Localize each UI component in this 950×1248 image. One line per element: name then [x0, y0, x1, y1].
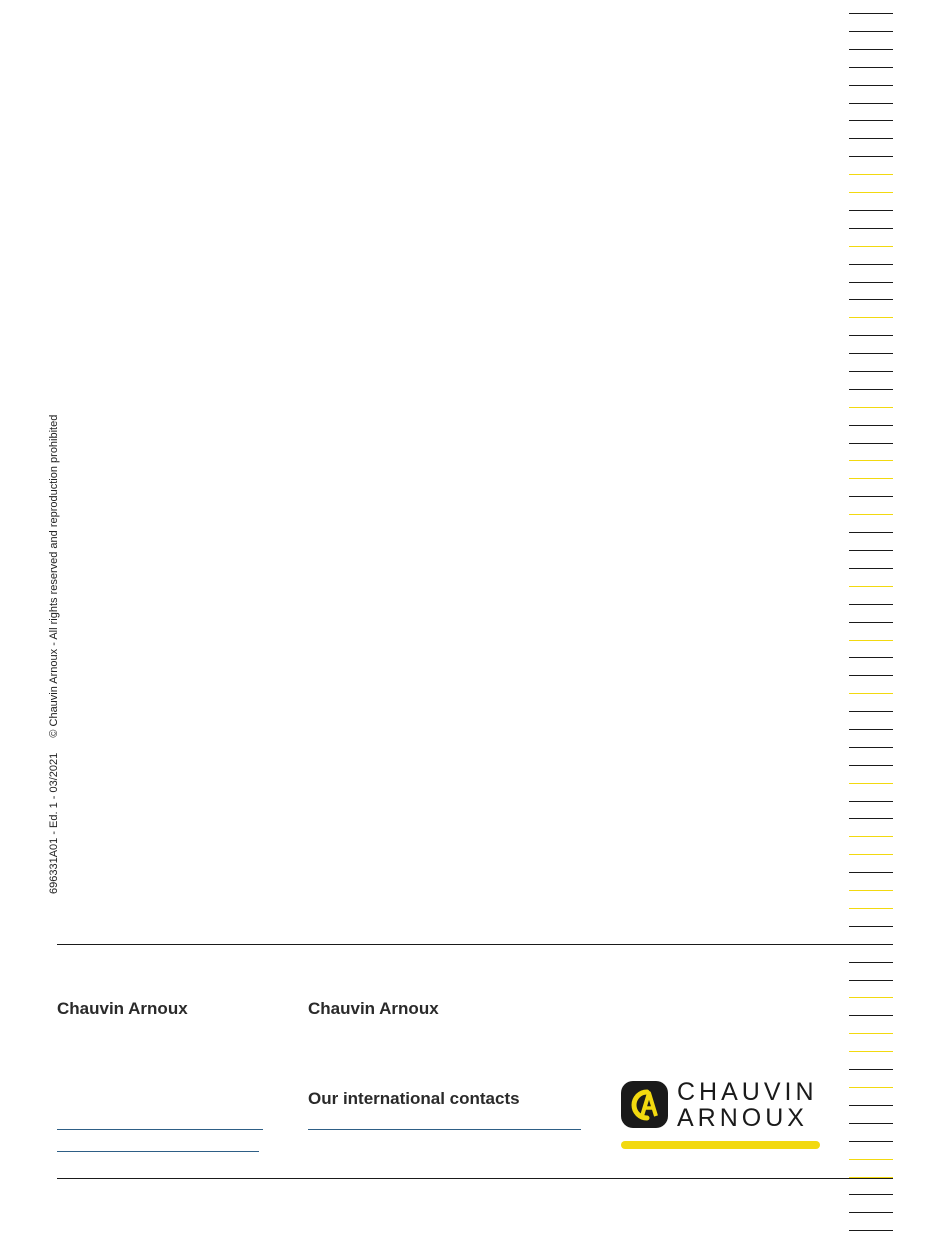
margin-rule-line: [849, 335, 893, 336]
link-underline-left-2[interactable]: [57, 1151, 259, 1152]
margin-rule-line: [849, 192, 893, 193]
margin-rule-line: [849, 711, 893, 712]
margin-rule-line: [849, 1015, 893, 1016]
margin-rule-line: [849, 496, 893, 497]
margin-rule-line: [849, 747, 893, 748]
margin-rule-line: [849, 765, 893, 766]
margin-rule-line: [849, 174, 893, 175]
margin-rule-line: [849, 693, 893, 694]
margin-rule-line: [849, 675, 893, 676]
logo-text-line2: ARNOUX: [677, 1104, 808, 1132]
footer-top-divider: [57, 944, 893, 945]
logo-text-line1: CHAUVIN: [677, 1078, 818, 1106]
margin-rule-line: [849, 1230, 893, 1231]
margin-rule-line: [849, 514, 893, 515]
margin-rule-line: [849, 604, 893, 605]
margin-rule-line: [849, 801, 893, 802]
international-contacts-link[interactable]: Our international contacts: [308, 1089, 520, 1108]
margin-rule-line: [849, 1069, 893, 1070]
margin-rule-line: [849, 908, 893, 909]
chauvin-arnoux-ca-icon: [621, 1081, 668, 1128]
company-name-left: Chauvin Arnoux: [57, 999, 188, 1018]
margin-rule-line: [849, 389, 893, 390]
margin-rule-line: [849, 13, 893, 14]
margin-rule-line: [849, 85, 893, 86]
margin-rule-line: [849, 997, 893, 998]
margin-rule-line: [849, 103, 893, 104]
margin-rule-line: [849, 1087, 893, 1088]
margin-rule-line: [849, 1123, 893, 1124]
margin-rule-line: [849, 1212, 893, 1213]
margin-rule-line: [849, 926, 893, 927]
margin-rule-line: [849, 443, 893, 444]
logo-yellow-bar: [621, 1141, 820, 1149]
link-underline-right[interactable]: [308, 1129, 581, 1130]
margin-rule-line: [849, 622, 893, 623]
margin-rule-line: [849, 282, 893, 283]
margin-rule-line: [849, 586, 893, 587]
margin-rule-line: [849, 532, 893, 533]
margin-rule-line: [849, 460, 893, 461]
margin-rule-line: [849, 317, 893, 318]
document-reference: 696331A01 - Ed. 1 - 03/2021: [48, 752, 60, 894]
margin-rule-line: [849, 1051, 893, 1052]
margin-rule-line: [849, 640, 893, 641]
margin-rule-line: [849, 568, 893, 569]
margin-rule-line: [849, 836, 893, 837]
margin-rule-line: [849, 818, 893, 819]
margin-rule-line: [849, 854, 893, 855]
margin-rule-line: [849, 550, 893, 551]
margin-rule-line: [849, 156, 893, 157]
vertical-side-note: [48, 415, 60, 894]
margin-rule-line: [849, 478, 893, 479]
margin-rule-line: [849, 425, 893, 426]
link-underline-left-1[interactable]: [57, 1129, 263, 1130]
margin-rule-line: [849, 962, 893, 963]
margin-rule-line: [849, 1159, 893, 1160]
chauvin-arnoux-logo: [621, 1079, 821, 1151]
margin-rule-line: [849, 264, 893, 265]
margin-rule-line: [849, 657, 893, 658]
logo-mark: [621, 1081, 668, 1128]
margin-rule-line: [849, 729, 893, 730]
margin-rule-stack: [849, 13, 893, 1238]
margin-rule-line: [849, 1141, 893, 1142]
footer-bottom-divider: [57, 1178, 893, 1179]
copyright-notice: © Chauvin Arnoux - All rights reserved and reproduction prohibited: [48, 414, 60, 738]
company-name-right: Chauvin Arnoux: [308, 999, 439, 1018]
margin-rule-line: [849, 353, 893, 354]
margin-rule-line: [849, 1105, 893, 1106]
margin-rule-line: [849, 299, 893, 300]
margin-rule-line: [849, 210, 893, 211]
margin-rule-line: [849, 120, 893, 121]
margin-rule-line: [849, 890, 893, 891]
margin-rule-line: [849, 1033, 893, 1034]
margin-rule-line: [849, 872, 893, 873]
margin-rule-line: [849, 228, 893, 229]
margin-rule-line: [849, 67, 893, 68]
margin-rule-line: [849, 49, 893, 50]
margin-rule-line: [849, 246, 893, 247]
margin-rule-line: [849, 138, 893, 139]
margin-rule-line: [849, 1194, 893, 1195]
margin-rule-line: [849, 31, 893, 32]
margin-rule-line: [849, 407, 893, 408]
margin-rule-line: [849, 980, 893, 981]
margin-rule-line: [849, 371, 893, 372]
margin-rule-line: [849, 783, 893, 784]
